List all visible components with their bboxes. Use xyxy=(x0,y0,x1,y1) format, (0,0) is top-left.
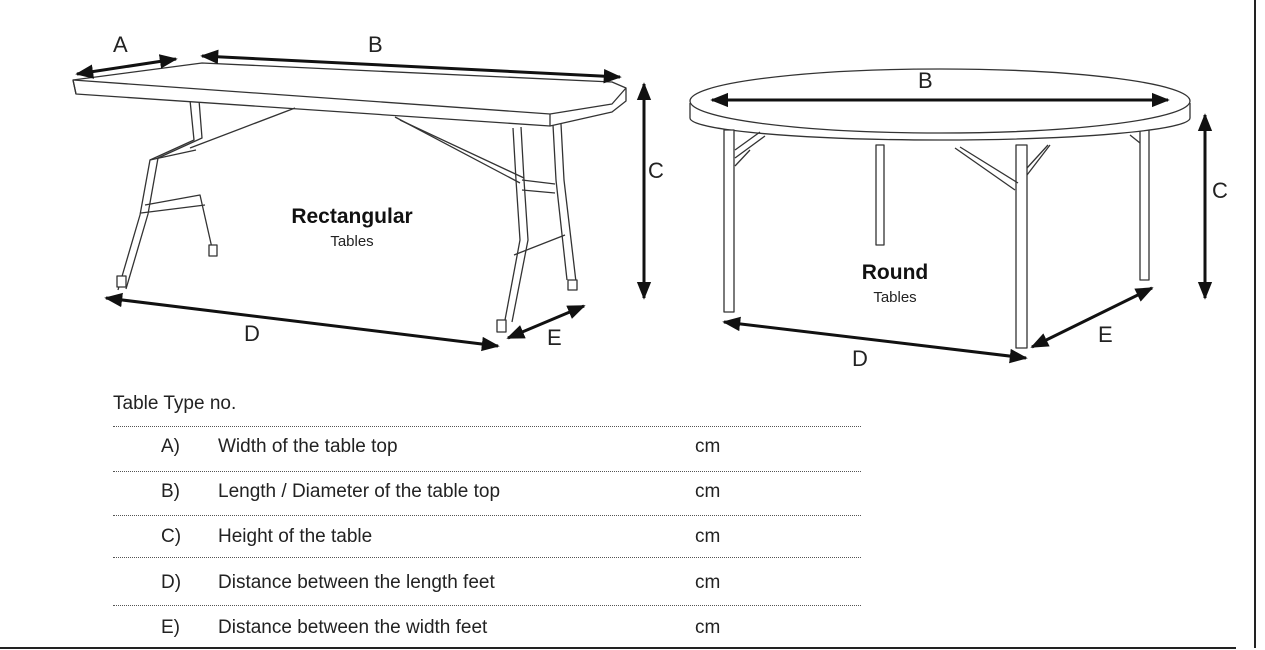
right-border-line xyxy=(1254,0,1256,648)
round-table-title: Round xyxy=(861,261,929,284)
row-letter: A) xyxy=(161,436,180,457)
rectangular-table-drawing xyxy=(73,63,626,332)
dotted-divider xyxy=(113,515,861,516)
row-unit: cm xyxy=(695,572,721,593)
rect-table-title: Rectangular xyxy=(291,205,413,228)
form-row-d xyxy=(113,568,861,600)
row-label: Distance between the length feet xyxy=(218,572,495,593)
row-label: Width of the table top xyxy=(218,436,398,457)
row-letter: E) xyxy=(161,617,180,638)
row-label: Distance between the width feet xyxy=(218,617,488,638)
rect-label-c: C xyxy=(648,158,664,183)
rect-label-d: D xyxy=(244,321,260,346)
row-letter: B) xyxy=(161,481,180,502)
form-row-e xyxy=(113,613,861,645)
rect-label-a: A xyxy=(113,32,128,57)
row-unit: cm xyxy=(695,526,721,547)
form-row-b xyxy=(113,477,861,509)
dotted-divider xyxy=(113,605,861,606)
round-label-e: E xyxy=(1098,322,1113,347)
form-title: Table Type no. xyxy=(113,393,237,414)
form-row-a xyxy=(113,432,861,464)
row-unit: cm xyxy=(695,481,721,502)
dotted-divider xyxy=(113,471,861,472)
dotted-divider xyxy=(113,557,861,558)
row-label: Length / Diameter of the table top xyxy=(218,481,501,502)
bottom-border-line xyxy=(0,647,1236,649)
row-unit: cm xyxy=(695,617,721,638)
rect-label-e: E xyxy=(547,325,562,350)
dotted-divider xyxy=(113,426,861,427)
round-label-d: D xyxy=(852,346,868,371)
row-letter: D) xyxy=(161,572,182,593)
rect-table-subtitle: Tables xyxy=(330,233,374,250)
rect-label-b: B xyxy=(368,32,383,57)
row-letter: C) xyxy=(161,526,182,547)
round-table-subtitle: Tables xyxy=(873,289,917,306)
row-label: Height of the table xyxy=(218,526,373,547)
form-row-c xyxy=(113,522,861,554)
row-unit: cm xyxy=(695,436,721,457)
round-label-c: C xyxy=(1212,178,1228,203)
round-label-b: B xyxy=(918,68,933,93)
